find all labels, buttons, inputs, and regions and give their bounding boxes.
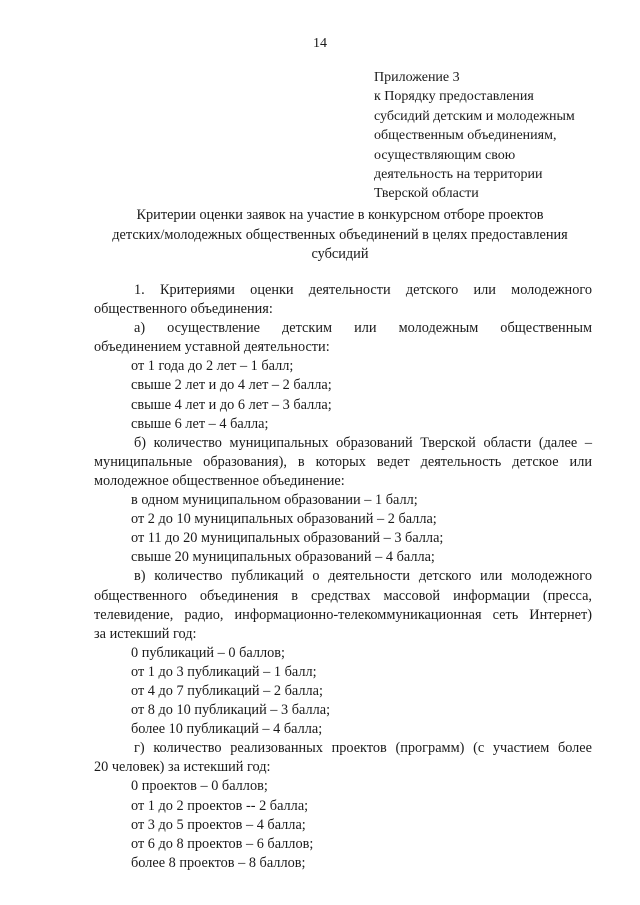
appendix-line: субсидий детским и молодежным	[374, 108, 575, 124]
body-line: свыше 20 муниципальных образований – 4 балла;	[131, 549, 435, 566]
body-line: от 8 до 10 публикаций – 3 балла;	[131, 702, 331, 719]
body-line: телевидение, радио, информационно-телекоммуникационная сеть Интернет)	[94, 606, 592, 623]
body-line: в) количество публикаций о деятельности детского или молодежного	[134, 568, 592, 585]
body-line: муниципальные образования), в которых ведет деятельность детское или	[94, 453, 592, 470]
body-line: 1. Критериями оценки деятельности детского или молодежного	[134, 282, 592, 298]
body-line: г) количество реализованных проектов (программ) (с участием более	[134, 740, 592, 757]
appendix-line: к Порядку предоставления	[374, 89, 534, 105]
body-line: 20 человек) за истекший год:	[94, 759, 271, 776]
body-line: от 3 до 5 проектов – 4 балла;	[131, 816, 306, 833]
body-line: от 2 до 10 муниципальных образований – 2 балла;	[131, 511, 437, 528]
body-line: б) количество муниципальных образований Тверской области (далее –	[134, 434, 592, 451]
body-line: в одном муниципальном образовании – 1 балл;	[131, 492, 418, 509]
title-line: детских/молодежных общественных объединений в целях предоставления	[112, 226, 568, 243]
body-line: более 8 проектов – 8 баллов;	[131, 854, 306, 871]
document-body	[94, 281, 592, 873]
appendix-line: Приложение 3	[374, 70, 460, 85]
body-line: а) осуществление детским или молодежным общественным	[134, 320, 592, 337]
page-number: 14	[313, 36, 327, 51]
appendix-header	[374, 68, 624, 204]
body-line: 0 публикаций – 0 баллов;	[131, 644, 285, 661]
body-line: общественного объединения:	[94, 301, 273, 318]
body-line: от 11 до 20 муниципальных образований – 3 балла;	[131, 530, 444, 547]
body-line: свыше 2 лет и до 4 лет – 2 балла;	[131, 377, 332, 394]
body-line: от 1 до 2 проектов -- 2 балла;	[131, 797, 309, 814]
body-line: свыше 4 лет и до 6 лет – 3 балла;	[131, 396, 332, 413]
document-title	[60, 206, 620, 265]
body-line: за истекший год:	[94, 625, 197, 642]
body-line: объединением уставной деятельности:	[94, 339, 330, 356]
body-line: от 4 до 7 публикаций – 2 балла;	[131, 682, 323, 699]
body-line: более 10 публикаций – 4 балла;	[131, 721, 323, 738]
body-line: от 1 года до 2 лет – 1 балл;	[131, 358, 294, 375]
appendix-line: Тверской области	[374, 186, 479, 202]
appendix-line: осуществляющим свою	[374, 147, 516, 163]
body-line: общественного объединения в средствах массовой информации (пресса,	[94, 587, 592, 604]
title-line: субсидий	[311, 246, 369, 262]
body-line: 0 проектов – 0 баллов;	[131, 778, 268, 795]
body-line: свыше 6 лет – 4 балла;	[131, 415, 269, 432]
title-line: Критерии оценки заявок на участие в конкурсном отборе проектов	[136, 207, 544, 223]
body-line: от 1 до 3 публикаций – 1 балл;	[131, 663, 317, 680]
appendix-line: общественным объединениям,	[374, 128, 557, 144]
body-line: молодежное общественное объединение:	[94, 472, 345, 489]
body-line: от 6 до 8 проектов – 6 баллов;	[131, 835, 314, 852]
appendix-line: деятельность на территории	[374, 167, 543, 183]
